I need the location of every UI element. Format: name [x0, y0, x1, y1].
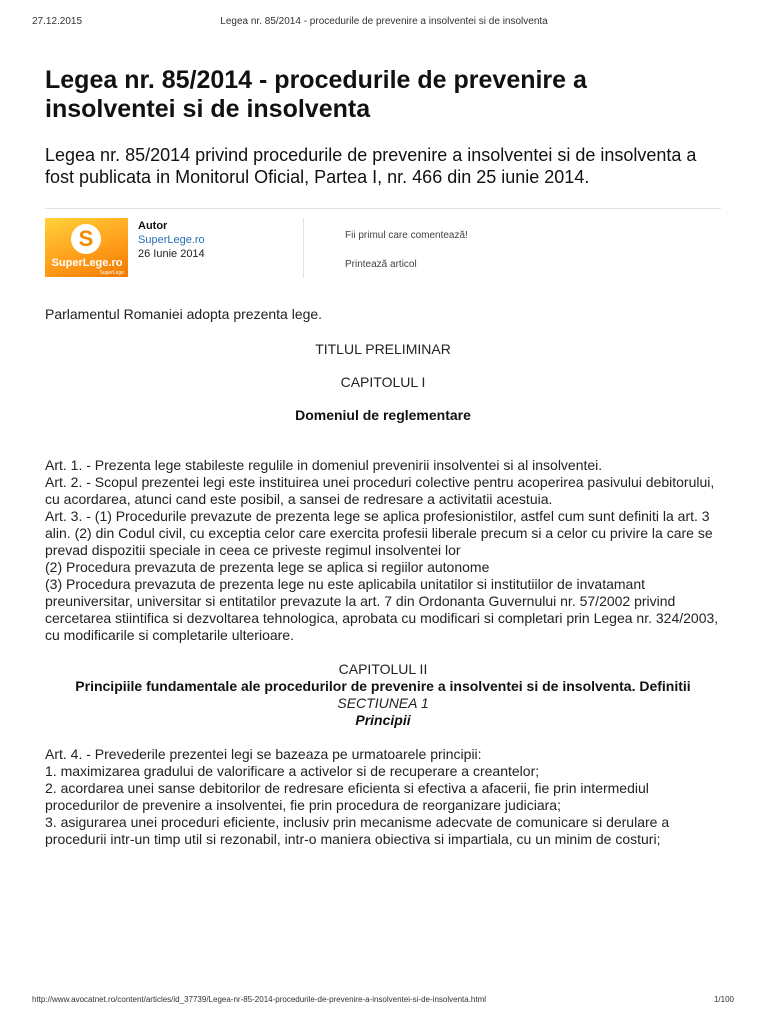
superlege-s-icon: S [71, 224, 101, 254]
article-subtitle: Legea nr. 85/2014 privind procedurile de prevenire a insolventei si de insolventa a fost publicata in Monitorul Oficial, Partea I, nr. 466 din 25 iunie 2014. [45, 145, 697, 187]
law-body [45, 306, 721, 848]
article-4-line: 3. asigurarea unei proceduri eficiente, inclusiv prin mecanisme adecvate de comunicare si derulare a procedurii intr-un timp util si rezonabil, intr-o maniera obiectiva si impartiala, cu un minim de costuri; [45, 814, 670, 847]
divider [45, 208, 721, 209]
capitol-2-title: Principiile fundamentale ale procedurilor de prevenire a insolventei si de insolventa. Definitii [75, 678, 691, 694]
comment-link[interactable]: Fii primul care comentează! [345, 230, 468, 241]
author-link[interactable]: SuperLege.ro [138, 234, 205, 246]
print-doc-title: Legea nr. 85/2014 - procedurile de prevenire a insolventei si de insolventa [220, 16, 548, 27]
articles-1-3 [45, 457, 721, 644]
article-paragraph: (3) Procedura prevazuta de prezenta lege nu este aplicabila unitatilor si institutiilor de invatamant preuniversitar, universitar si entitatilor prevazute la art. 7 din Ordonanta Guvernului nr. 57/2002 privind cercetarea stiintifica si dezvoltarea tehnologica, aprobata cu modificari si completari prin Legea nr. 324/2003, cu modificarile si completarile ulterioare. [45, 576, 719, 643]
print-link[interactable]: Printează articol [345, 259, 417, 270]
article-4-line: Art. 4. - Prevederile prezentei legi se bazeaza pe urmatoarele principii: [45, 746, 482, 762]
publish-date: 26 Iunie 2014 [138, 248, 205, 260]
author-label: Autor [138, 220, 168, 232]
print-header [0, 16, 768, 30]
article-title: Legea nr. 85/2014 - procedurile de prevenire a insolventei si de insolventa [45, 66, 587, 123]
capitol-2-block [45, 661, 721, 729]
sectiune-heading: SECTIUNEA 1 [337, 695, 429, 711]
principii-heading: Principii [355, 712, 411, 728]
intro-paragraph: Parlamentul Romaniei adopta prezenta lege. [45, 306, 323, 322]
superlege-logo[interactable] [45, 218, 128, 277]
domeniu-heading: Domeniul de reglementare [295, 407, 471, 423]
article-4-line: 2. acordarea unei sanse debitorilor de redresare eficienta si efectiva a afacerii, fie prin intermediul procedurilor de prevenire a insolventei, fie prin procedura de reorganizare judiciara; [45, 780, 649, 813]
logo-text: SuperLege.ro [51, 257, 123, 269]
vertical-divider [303, 218, 304, 278]
article-paragraph: Art. 2. - Scopul prezentei legi este instituirea unei proceduri colective pentru acoperirea pasivului debitorului, cu acordarea, atunci cand este posibil, a sansei de redresare a activitatii acestuia. [45, 474, 715, 507]
article-actions [345, 229, 468, 287]
print-url: http://www.avocatnet.ro/content/articles/id_37739/Legea-nr-85-2014-procedurile-de-prevenire-a-insolventei-si-de-insolventa.html [32, 995, 487, 1004]
article-paragraph: (2) Procedura prevazuta de prezenta lege se aplica si regiilor autonome [45, 559, 490, 575]
print-date: 27.12.2015 [32, 16, 83, 27]
capitol-1-heading: CAPITOLUL I [340, 374, 426, 390]
print-footer [0, 995, 768, 1009]
article-4 [45, 746, 721, 848]
titlu-heading: TITLUL PRELIMINAR [315, 341, 451, 357]
capitol-2-heading: CAPITOLUL II [338, 661, 428, 677]
author-box [45, 218, 721, 282]
article-content [45, 66, 721, 848]
article-paragraph: Art. 3. - (1) Procedurile prevazute de prezenta lege se aplica profesionistilor, astfel cum sunt definiti la art. 3 alin. (2) din Codul civil, cu exceptia celor care exercita profesii liberale precum si a celor cu privire la care se prevad dispozitii speciale in ceea ce priveste regimul insolventei lor [45, 508, 713, 558]
article-paragraph: Art. 1. - Prezenta lege stabileste regulile in domeniul prevenirii insolventei si al insolventei. [45, 457, 603, 473]
article-4-line: 1. maximizarea gradului de valorificare a activelor si de recuperare a creantelor; [45, 763, 540, 779]
logo-subtext: SuperLege [99, 270, 124, 276]
author-meta [138, 219, 205, 261]
page-number: 1/100 [713, 995, 734, 1004]
